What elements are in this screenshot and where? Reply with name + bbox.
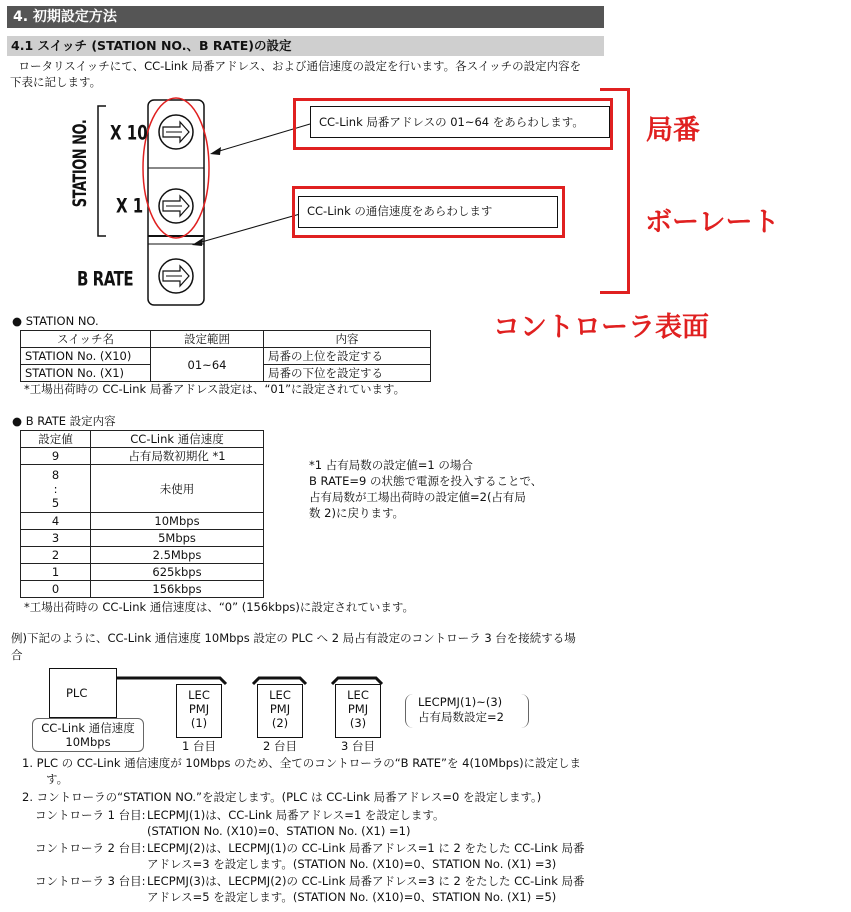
- annotation-station-number: 局番: [646, 115, 700, 146]
- brate-table: [20, 430, 264, 598]
- brate-value-cell: 9: [21, 448, 91, 465]
- plc-speed-box: CC-Link 通信速度 10Mbps: [32, 718, 144, 752]
- lec-unit-1: LEC PMJ (1): [176, 684, 222, 738]
- dial-x10-icon: [159, 115, 193, 149]
- brate-speed-cell: 占有局数初期化 *1: [91, 448, 264, 465]
- subsection-title: 4.1 スイッチ (STATION NO.、B RATE)の設定: [7, 36, 604, 56]
- controller-2-line-2: アドレス=3 を設定します。(STATION No. (X10)=0、STATION No. (X1) =3): [147, 857, 557, 871]
- step-1-line-1: 1. PLC の CC-Link 通信速度が 10Mbps のため、全てのコントローラの“B RATE”を 4(10Mbps)に設定しま: [22, 756, 582, 770]
- brate-speed-cell: 5Mbps: [91, 530, 264, 547]
- controller-1-line-1: LECPMJ(1)は、CC-Link 局番アドレス=1 を設定します。: [147, 808, 445, 822]
- brate-value-cell: 4: [21, 513, 91, 530]
- brate-table-caption: ● B RATE 設定内容: [12, 414, 116, 428]
- brate-speed-cell: 625kbps: [91, 564, 264, 581]
- annotation-baud-rate: ボーレート: [645, 207, 780, 238]
- lec-unit-3: LEC PMJ (3): [335, 684, 381, 738]
- controller-1-line-2: (STATION No. (X10)=0、STATION No. (X1) =1): [147, 824, 411, 838]
- station-header-range: 設定範囲: [151, 331, 264, 348]
- example-line-1: 例)下記のように、CC-Link 通信速度 10Mbps 設定の PLC へ 2 局占有設定のコントローラ 3 台を接続する場: [11, 631, 576, 645]
- brate-footnote-2: B RATE=9 の状態で電源を投入することで、: [309, 474, 543, 488]
- station-cell: STATION No. (X10): [21, 348, 151, 365]
- station-cell: 局番の下位を設定する: [264, 365, 431, 382]
- controller-3-label: コントローラ 3 台目:: [35, 874, 146, 888]
- section-title: 4. 初期設定方法: [7, 6, 604, 28]
- brate-footnote-4: 数 2)に戻ります。: [309, 506, 405, 520]
- lec-unit-1-caption: 1 台目: [182, 739, 216, 753]
- station-cell: STATION No. (X1): [21, 365, 151, 382]
- brate-speed-cell: 156kbps: [91, 581, 264, 598]
- lec-unit-2: LEC PMJ (2): [257, 684, 303, 738]
- dial-x1-icon: [159, 189, 193, 223]
- station-table: [20, 330, 431, 382]
- controller-bracket: [600, 88, 630, 294]
- intro-line-1: ロータリスイッチにて、CC-Link 局番アドレス、および通信速度の設定を行います。各スイッチの設定内容を: [7, 59, 582, 73]
- x10-label: X 10: [110, 121, 148, 145]
- brate-speed-cell: 未使用: [91, 465, 264, 513]
- brate-table-note: *工場出荷時の CC-Link 通信速度は、“0” (156kbps)に設定されています。: [24, 600, 414, 614]
- example-line-2: 合: [11, 648, 23, 662]
- controller-2-line-1: LECPMJ(2)は、LECPMJ(1)の CC-Link 局番アドレス=1 に 2 をたした CC-Link 局番: [147, 841, 585, 855]
- x1-label: X 1: [116, 194, 144, 218]
- brate-footnote-3: 占有局数が工場出荷時の設定値=2(占有局: [309, 490, 526, 504]
- brate-speed-cell: 2.5Mbps: [91, 547, 264, 564]
- lec-unit-2-caption: 2 台目: [263, 739, 297, 753]
- controller-3-line-1: LECPMJ(3)は、LECPMJ(2)の CC-Link 局番アドレス=3 に 2 をたした CC-Link 局番: [147, 874, 585, 888]
- callout-speed: CC-Link の通信速度をあらわします: [298, 196, 558, 228]
- annotation-controller-surface: コントローラ表面: [493, 312, 709, 343]
- brate-value-cell: 3: [21, 530, 91, 547]
- station-table-note: *工場出荷時の CC-Link 局番アドレス設定は、“01”に設定されています。: [24, 382, 406, 396]
- station-range-cell: 01~64: [151, 348, 264, 382]
- brate-value-cell: 8 : 5: [21, 465, 91, 513]
- step-1-line-2: す。: [46, 772, 69, 786]
- lec-unit-3-caption: 3 台目: [341, 739, 375, 753]
- step-2: 2. コントローラの“STATION NO.”を設定します。(PLC は CC-Link 局番アドレス=0 を設定します。): [22, 790, 542, 804]
- intro-line-2: 下表に記します。: [10, 75, 102, 89]
- plc-box: PLC: [49, 668, 117, 718]
- brate-label: B RATE: [77, 267, 134, 291]
- controller-2-label: コントローラ 2 台目:: [35, 841, 146, 855]
- station-header-content: 内容: [264, 331, 431, 348]
- dial-brate-icon: [159, 259, 193, 293]
- controller-1-label: コントローラ 1 台目:: [35, 808, 146, 822]
- brate-speed-cell: 10Mbps: [91, 513, 264, 530]
- station-no-label: STATION NO.: [70, 119, 92, 208]
- brate-footnote-1: *1 占有局数の設定値=1 の場合: [309, 458, 473, 472]
- station-table-caption: ● STATION NO.: [12, 314, 99, 328]
- brate-value-cell: 1: [21, 564, 91, 581]
- station-cell: 局番の上位を設定する: [264, 348, 431, 365]
- brate-value-cell: 0: [21, 581, 91, 598]
- brate-value-cell: 2: [21, 547, 91, 564]
- controller-3-line-2: アドレス=5 を設定します。(STATION No. (X10)=0、STATION No. (X1) =5): [147, 890, 557, 904]
- station-header-switch: スイッチ名: [21, 331, 151, 348]
- callout-station: CC-Link 局番アドレスの 01~64 をあらわします。: [310, 106, 610, 138]
- brate-header-value: 設定値: [21, 431, 91, 448]
- brate-header-speed: CC-Link 通信速度: [91, 431, 264, 448]
- occupied-station-note: LECPMJ(1)~(3) 占有局数設定=2: [418, 695, 504, 724]
